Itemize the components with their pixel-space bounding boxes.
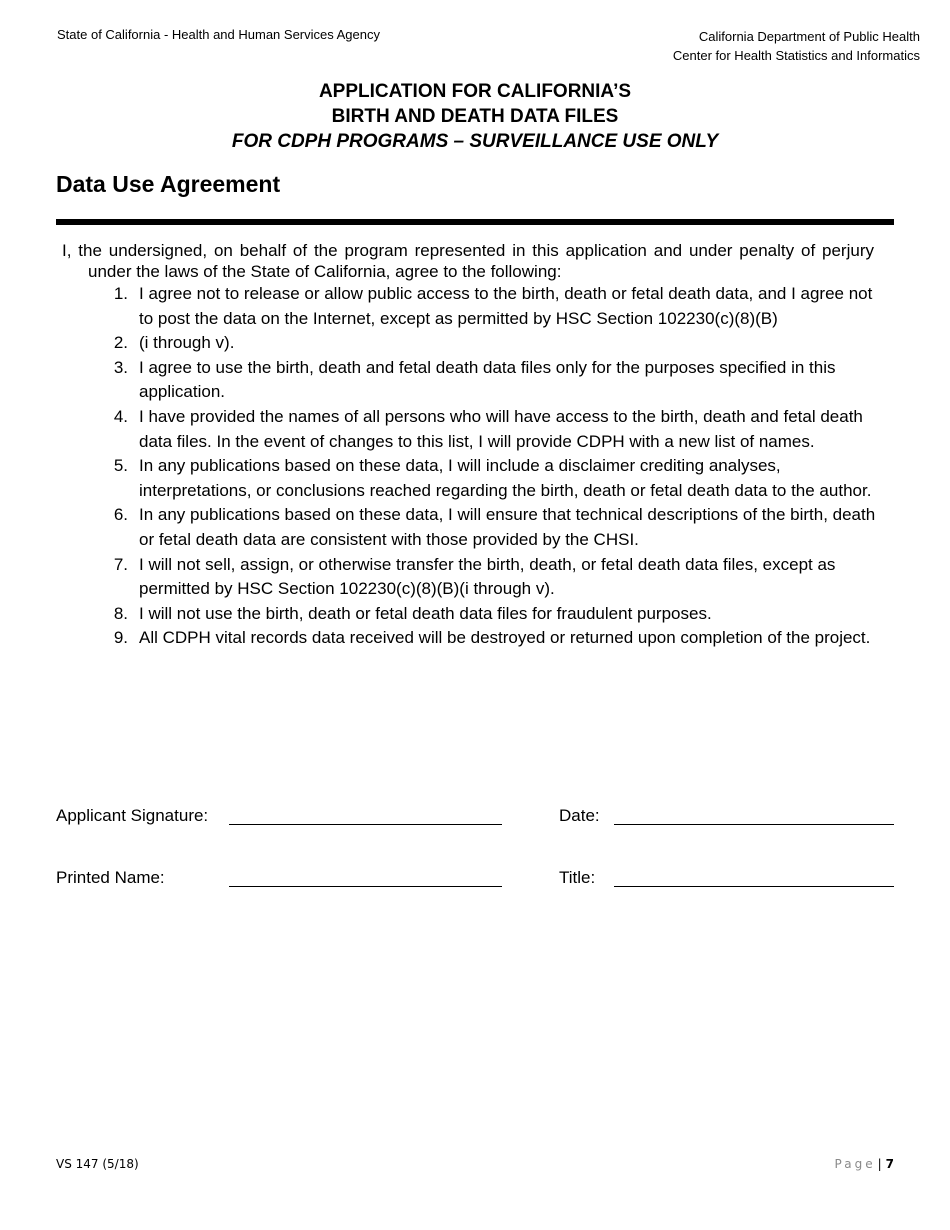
agreement-item-number: 5.	[113, 456, 128, 476]
header-department-line2: Center for Health Statistics and Informatics	[672, 48, 920, 63]
agreement-item	[108, 454, 888, 503]
agreement-item-text: I have provided the names of all persons who will have access to the birth, death and fetal death data files. In the event of changes to this list, I will provide CDPH with a new list of names.	[139, 406, 863, 451]
title-line-3: FOR CDPH PROGRAMS – SURVEILLANCE USE ONLY	[231, 131, 719, 152]
title-line-2: BIRTH AND DEATH DATA FILES	[331, 106, 619, 127]
title-field[interactable]	[614, 886, 894, 887]
page-word: Page	[834, 1157, 876, 1171]
agreement-item-text: I will not sell, assign, or otherwise transfer the birth, death, or fetal death data files, except as permitted by HSC Section 102230(c)(8)(B)(i through v).	[139, 554, 836, 599]
agreement-item	[108, 503, 888, 552]
agreement-item-number: 4.	[113, 406, 128, 426]
title-label: Title:	[559, 868, 596, 887]
form-id: VS 147 (5/18)	[56, 1157, 139, 1171]
agreement-item-text: In any publications based on these data, I will ensure that technical descriptions of the birth, death or fetal death data are consistent with those provided by the CHSI.	[139, 505, 876, 549]
intro-paragraph: I, the undersigned, on behalf of the program represented in this application and under penalty of perjury under the laws of the State of California, agree to the following:	[62, 241, 874, 281]
agreement-item	[108, 331, 888, 356]
printed-name-label: Printed Name:	[56, 868, 165, 887]
document-title	[0, 79, 950, 154]
section-title: Data Use Agreement	[56, 171, 281, 197]
agreement-item-number: 3.	[113, 357, 128, 377]
agreement-item-text: In any publications based on these data, I will include a disclaimer crediting analyses, interpretations, or conclusions reached regarding the birth, death or fetal death data to the author.	[139, 456, 872, 500]
agreement-item-number: 6.	[113, 505, 128, 525]
agreement-item-number: 9.	[113, 628, 128, 648]
date-label: Date:	[559, 806, 600, 825]
agreement-item	[108, 356, 888, 405]
printed-name-field[interactable]	[229, 886, 502, 887]
agreement-item-number: 8.	[113, 603, 128, 623]
agreement-item-text: I will not use the birth, death or fetal death data files for fraudulent purposes.	[139, 603, 712, 623]
header-department-line1: California Department of Public Health	[698, 29, 920, 44]
agreement-item	[108, 602, 888, 627]
agreement-item-text: All CDPH vital records data received will be destroyed or returned upon completion of the project.	[139, 628, 871, 648]
agreement-item	[108, 626, 888, 651]
header-agency: State of California - Health and Human Services Agency	[57, 27, 381, 42]
date-field[interactable]	[614, 824, 894, 825]
signature-label: Applicant Signature:	[56, 806, 209, 825]
agreement-item	[108, 405, 888, 454]
agreement-item-text: I agree to use the birth, death and fetal death data files only for the purposes specified in this application.	[139, 357, 836, 402]
agreement-item-text: (i through v).	[139, 333, 235, 353]
agreement-item-number: 1.	[113, 284, 128, 303]
signature-field[interactable]	[229, 824, 502, 825]
section-divider	[56, 219, 894, 225]
page-separator: |	[877, 1157, 882, 1171]
agreement-item-number: 7.	[113, 554, 128, 574]
agreement-item-number: 2.	[113, 333, 128, 353]
agreement-item	[108, 282, 888, 331]
agreement-item-text: I agree not to release or allow public access to the birth, death or fetal death data, and I agree not to post the data on the Internet, except as permitted by HSC Section 102230(c)(8)(B)	[139, 284, 873, 328]
page-indicator	[835, 1157, 894, 1171]
page-number: 7	[885, 1157, 894, 1171]
header-department	[673, 27, 920, 65]
agreement-item	[108, 553, 888, 602]
agreement-list	[108, 282, 888, 651]
title-line-1: APPLICATION FOR CALIFORNIA’S	[318, 81, 632, 102]
